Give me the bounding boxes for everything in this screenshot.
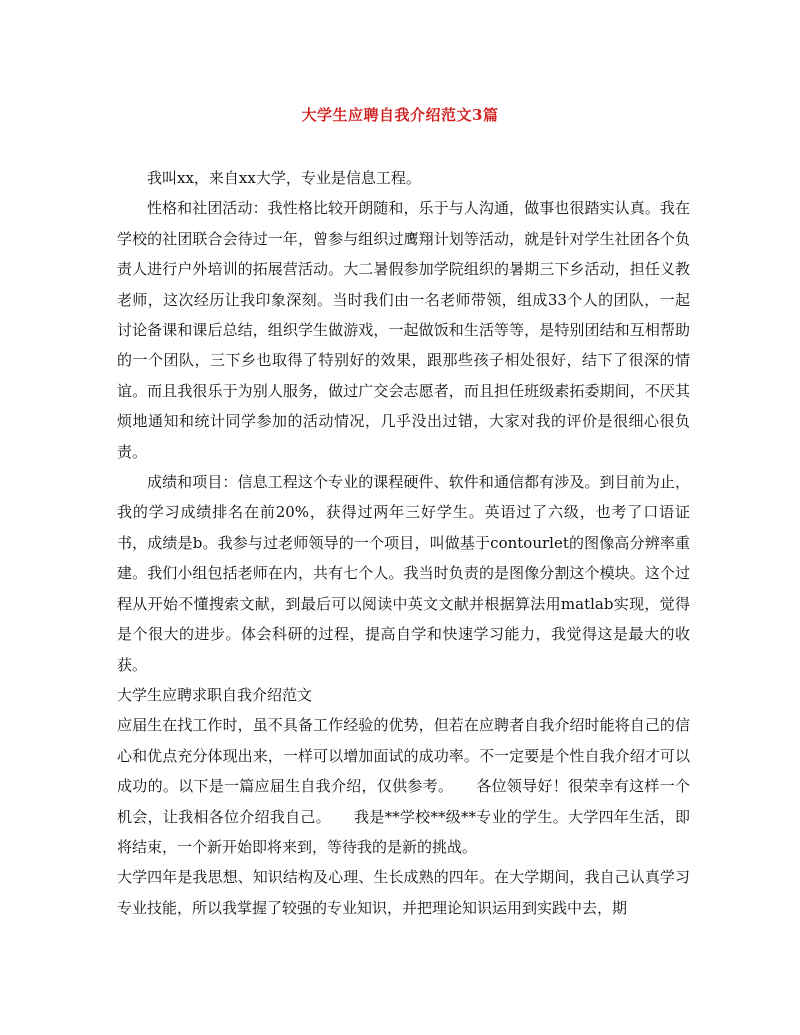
paragraph-intro: 我叫xx，来自xx大学，专业是信息工程。	[147, 169, 421, 187]
paragraph-grades: 成绩和项目：信息工程这个专业的课程硬件、软件和通信都有涉及。到目前为止，我的学习成绩排名在前20%，获得过两年三好学生。英语过了六级，也考了口语证书，成绩是b。我参与过老师领导的一个项目，叫做基于contourlet的图像高分辨率重建。我们小组包括老师在内，共有七个人。我当时负责的是图像分割这个模块。这个过程从开始不懂搜索文献，到最后可以阅读中英文文献并根据算法用matlab实现，觉得是个很大的进步。体会科研的过程，提高自学和快速学习能力，我觉得这是最大的收获。	[117, 473, 690, 674]
paragraph-four-years: 大学四年是我思想、知识结构及心理、生长成熟的四年。在大学期间，我自己认真学习专业技能，所以我掌握了较强的专业知识，并把理论知识运用到实践中去，期	[117, 868, 690, 917]
document-body	[117, 163, 690, 923]
paragraph-personality: 性格和社团活动：我性格比较开朗随和，乐于与人沟通，做事也很踏实认真。我在学校的社团联合会待过一年，曾参与组织过鹰翔计划等活动，就是针对学生社团各个负责人进行户外培训的拓展营活动。大二暑假参加学院组织的暑期三下乡活动，担任义教老师，这次经历让我印象深刻。当时我们由一名老师带领，组成33个人的团队，一起讨论备课和课后总结，组织学生做游戏，一起做饭和生活等等，是特别团结和互相帮助的一个团队，三下乡也取得了特别好的效果，跟那些孩子相处很好，结下了很深的情谊。而且我很乐于为别人服务，做过广交会志愿者，而且担任班级素拓委期间，不厌其烦地通知和统计同学参加的活动情况，几乎没出过错，大家对我的评价是很细心很负责。	[117, 199, 690, 461]
section-heading: 大学生应聘求职自我介绍范文	[117, 685, 313, 704]
paragraph-graduate-intro: 应届生在找工作时，虽不具备工作经验的优势，但若在应聘者自我介绍时能将自己的信心和优点充分体现出来，一样可以增加面试的成功率。不一定要是个性自我介绍才可以成功的。以下是一篇应届生自我介绍，仅供参考。 各位领导好！很荣幸有这样一个机会，让我相各位介绍我自己。 我是**学校**级**专业的学生。大学四年生活，即将结束，一个新开始即将来到，等待我的是新的挑战。	[117, 716, 690, 856]
document-title: 大学生应聘自我介绍范文3篇	[301, 106, 499, 124]
